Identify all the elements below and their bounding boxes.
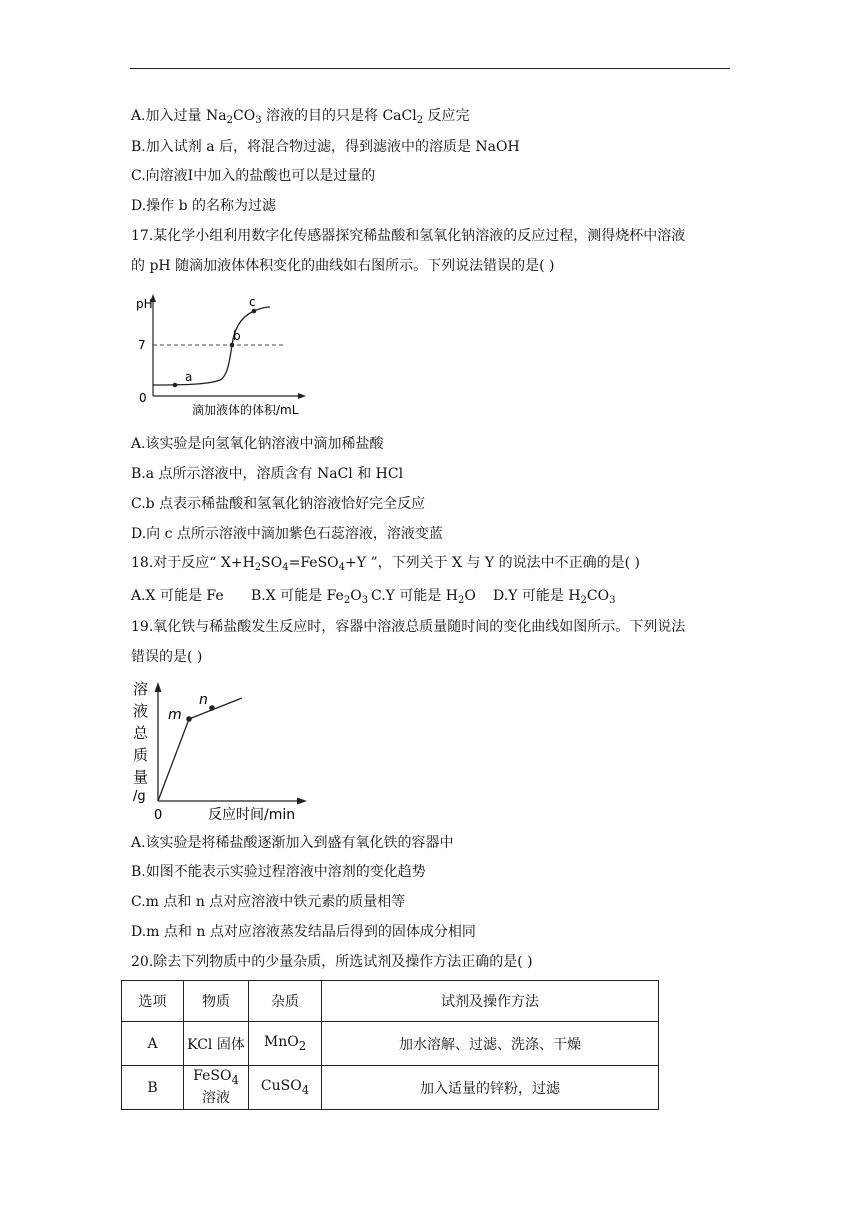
q17-y-axis-label: pH [136,297,153,311]
q16-option-d: D.操作 b 的名称为过滤 [131,198,277,214]
q19-x-axis-label: 反应时间/min [208,807,296,823]
q17-ph-figure [130,288,340,423]
table-cell-option: B [122,1066,184,1110]
table-header-impurity: 杂质 [249,981,322,1022]
q17-option-c: C.b 点表示稀盐酸和氢氧化钠溶液恰好完全反应 [131,496,426,512]
q18-option-a: A.X 可能是 Fe [131,588,224,604]
q19-y-label-char-5: 量 [133,768,149,786]
q17-option-a: A.该实验是向氢氧化钠溶液中滴加稀盐酸 [131,436,384,452]
q17-point-a-marker [173,383,178,388]
q17-ph-curve [153,307,270,385]
q19-point-m-marker [186,716,192,722]
q17-origin-label: 0 [139,391,147,405]
q19-origin-label: 0 [154,808,163,823]
q19-stem-line2: 错误的是( ) [131,649,203,665]
q20-stem: 20.除去下列物质中的少量杂质，所选试剂及操作方法正确的是( ) [131,954,533,970]
q19-option-d: D.m 点和 n 点对应溶液蒸发结晶后得到的固体成分相同 [131,924,476,940]
table-cell-substance: KCl 固体 [184,1022,249,1066]
q20-options-table [121,980,659,1110]
table-cell-impurity: CuSO$_4$ [249,1066,322,1110]
q19-point-n-marker [209,705,215,711]
table-header-substance: 物质 [184,981,249,1022]
q19-option-c: C.m 点和 n 点对应溶液中铁元素的质量相等 [131,894,406,910]
q17-y-tick-7: 7 [138,338,146,352]
q19-y-label-char-3: 总 [133,724,149,742]
table-row [122,1066,659,1110]
q19-y-label-char-2: 液 [133,702,149,720]
table-row [122,1022,659,1066]
q16-option-c: C.向溶液Ⅰ中加入的盐酸也可以是过量的 [131,168,376,184]
q19-point-n-label: n [199,692,208,708]
q19-segment-slow [189,698,242,719]
q18-option-c: C.Y 可能是 $H_2O$ [371,588,476,606]
q19-mass-figure [130,676,310,826]
q17-option-d: D.向 c 点所示溶液中滴加紫色石蕊溶液，溶液变蓝 [131,526,443,542]
q17-point-c-marker [252,309,257,314]
table-header-option: 选项 [122,981,184,1022]
q18-option-b: B.X 可能是 $Fe_2O_3$ [251,588,369,606]
q18-option-d: D.Y 可能是 $H_2CO_3$ [493,588,616,606]
q17-point-a-label: a [185,370,193,384]
table-header-row [122,981,659,1022]
q17-point-c-label: c [249,295,256,309]
q17-point-b-label: b [233,329,241,343]
q16-option-a: A.加入过量 $Na_2CO_3$ 溶液的目的只是将 CaCl$_2$ 反应完 [131,108,470,126]
q17-option-b: B.a 点所示溶液中，溶质含有 NaCl 和 HCl [131,466,404,482]
q17-point-b-marker [230,343,235,348]
table-cell-impurity: MnO$_2$ [249,1022,322,1066]
table-cell-option: A [122,1022,184,1066]
q19-y-label-char-4: 质 [133,746,149,764]
q19-option-b: B.如图不能表示实验过程溶液中溶剂的变化趋势 [131,864,426,880]
q19-y-label-unit: /g [133,789,146,804]
q18-stem: 18.对于反应“ $X+H_2SO_4=FeSO_4+Y$ ”，下列关于 X 与 Y 的说法中不正确的是( ) [131,555,640,573]
header-rule [130,68,730,69]
q19-stem-line1: 19.氧化铁与稀盐酸发生反应时，容器中溶液总质量随时间的变化曲线如图所示。下列说法 [131,619,686,635]
table-cell-method: 加入适量的锌粉，过滤 [322,1066,659,1110]
q17-x-arrow [298,393,306,399]
q17-stem-line2: 的 pH 随滴加液体体积变化的曲线如右图所示。下列说法错误的是( ) [131,258,555,274]
q19-y-label-char-1: 溶 [133,680,149,698]
q19-segment-rise [158,719,189,801]
q16-option-b: B.加入试剂 a 后，将混合物过滤，得到滤液中的溶质是 NaOH [131,139,520,155]
q19-x-arrow [297,798,307,805]
table-header-method: 试剂及操作方法 [322,981,659,1022]
q17-x-axis-label: 滴加液体的体积/mL [192,403,299,417]
q17-stem-line1: 17.某化学小组利用数字化传感器探究稀盐酸和氢氧化钠溶液的反应过程，测得烧杯中溶液 [131,228,686,244]
q19-point-m-label: m [168,707,182,723]
table-cell-method: 加水溶解、过滤、洗涤、干燥 [322,1022,659,1066]
q19-y-arrow [155,682,162,692]
q19-option-a: A.该实验是将稀盐酸逐渐加入到盛有氧化铁的容器中 [131,835,454,851]
q18-options [131,586,615,606]
table-cell-substance: FeSO$_4$ 溶液 [184,1066,249,1110]
